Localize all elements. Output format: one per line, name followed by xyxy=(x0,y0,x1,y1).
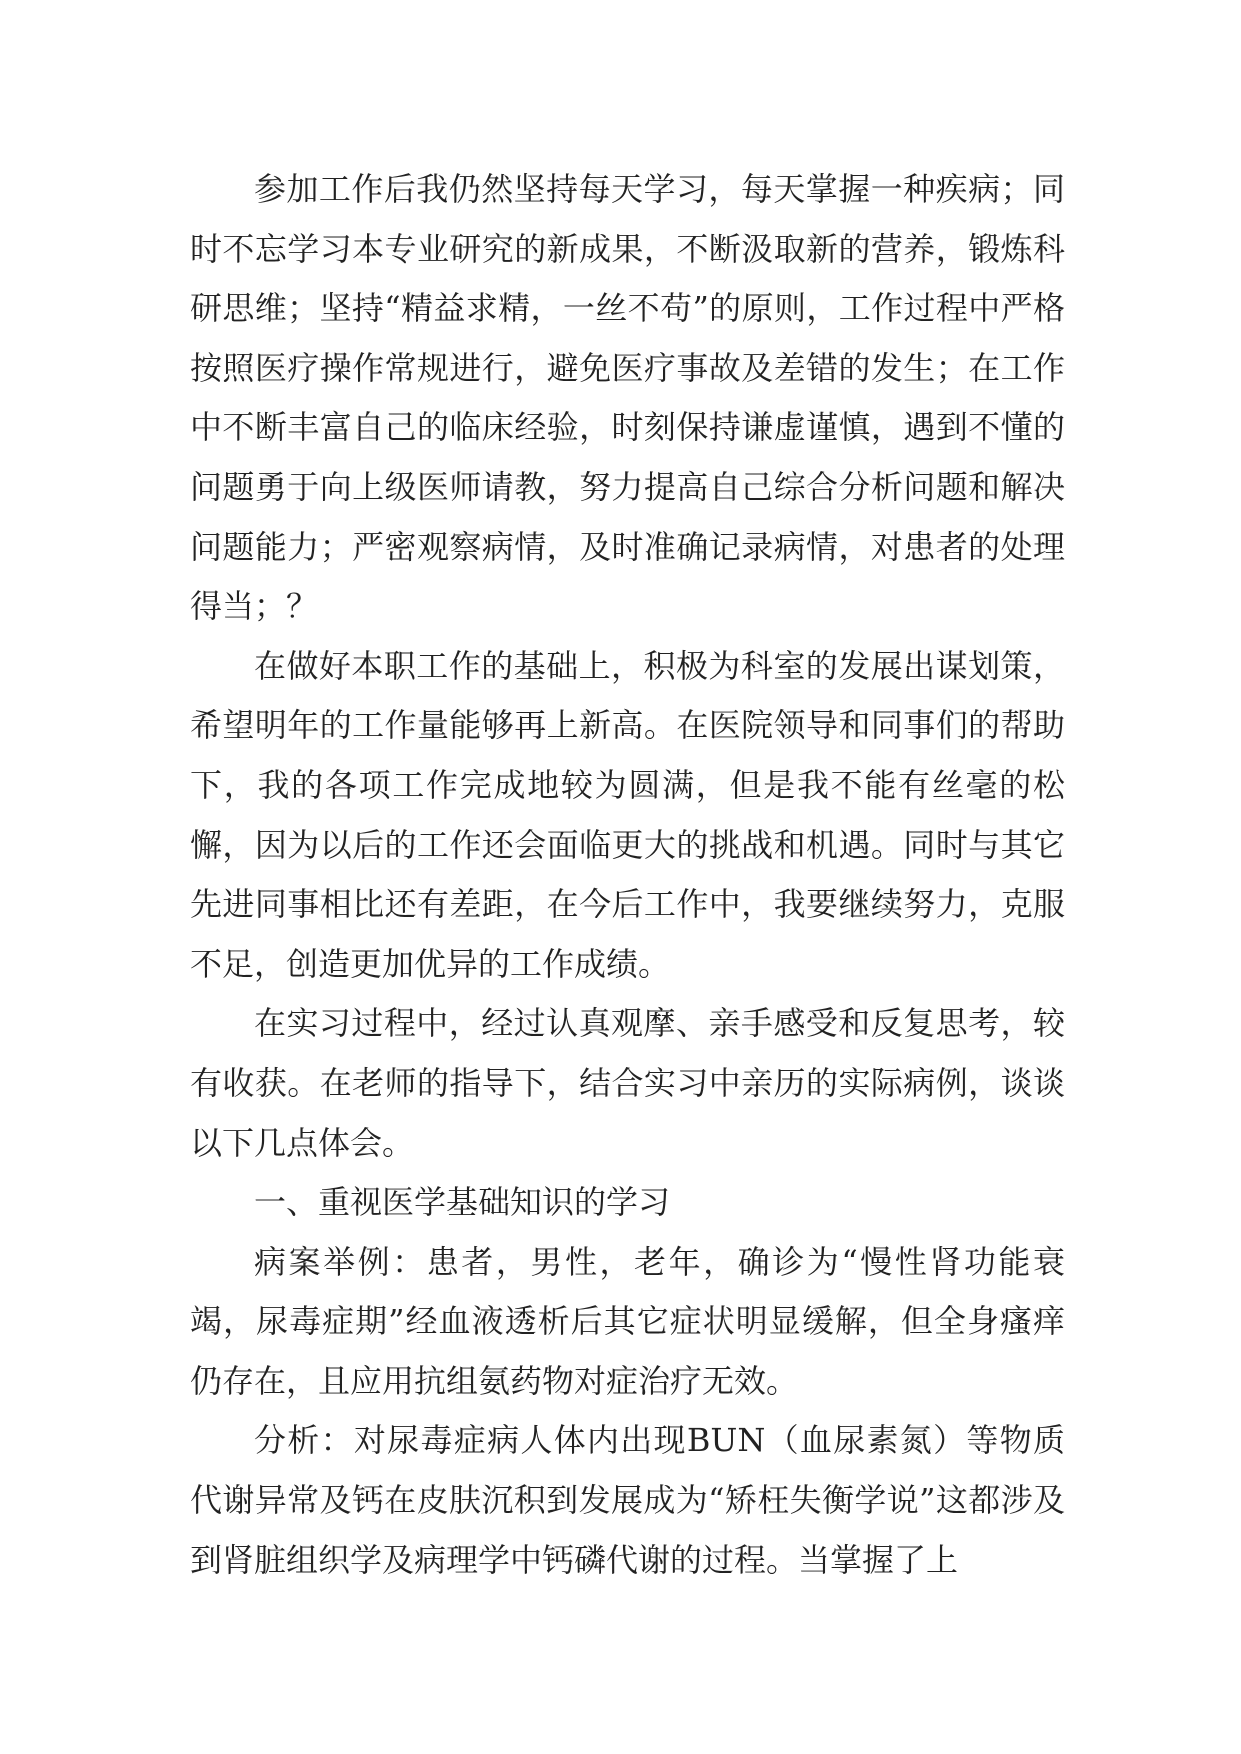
paragraph-department-development: 在做好本职工作的基础上，积极为科室的发展出谋划策，希望明年的工作量能够再上新高。在医院领导和同事们的帮助下，我的各项工作完成地较为圆满，但是我不能有丝毫的松懈，因为以后的工作还会面临更大的挑战和机遇。同时与其它先进同事相比还有差距，在今后工作中，我要继续努力，克服不足，创造更加优异的工作成绩。 xyxy=(190,646,1065,983)
paragraph-case-example: 病案举例：患者，男性，老年，确诊为“慢性肾功能衰竭，尿毒症期”经血液透析后其它症状明显缓解，但全身瘙痒仍存在，且应用抗组氨药物对症治疗无效。 xyxy=(190,1242,1065,1400)
document-body xyxy=(190,160,1065,1590)
paragraph-work-study: 参加工作后我仍然坚持每天学习，每天掌握一种疾病；同时不忘学习本专业研究的新成果，不断汲取新的营养，锻炼科研思维；坚持“精益求精，一丝不苟”的原则，工作过程中严格按照医疗操作常规进行，避免医疗事故及差错的发生；在工作中不断丰富自己的临床经验，时刻保持谦虚谨慎，遇到不懂的问题勇于向上级医师请教，努力提高自己综合分析问题和解决问题能力；严密观察病情，及时准确记录病情，对患者的处理得当；？ xyxy=(190,170,1065,626)
paragraph-internship-experience: 在实习过程中，经过认真观摩、亲手感受和反复思考，较有收获。在老师的指导下，结合实习中亲历的实际病例，谈谈以下几点体会。 xyxy=(190,1004,1065,1162)
section-heading: 一、重视医学基础知识的学习 xyxy=(254,1183,671,1222)
paragraph-analysis: 分析：对尿毒症病人体内出现BUN（血尿素氮）等物质代谢异常及钙在皮肤沉积到发展成为“矫枉失衡学说”这都涉及到肾脏组织学及病理学中钙磷代谢的过程。当掌握了上 xyxy=(190,1421,1065,1579)
